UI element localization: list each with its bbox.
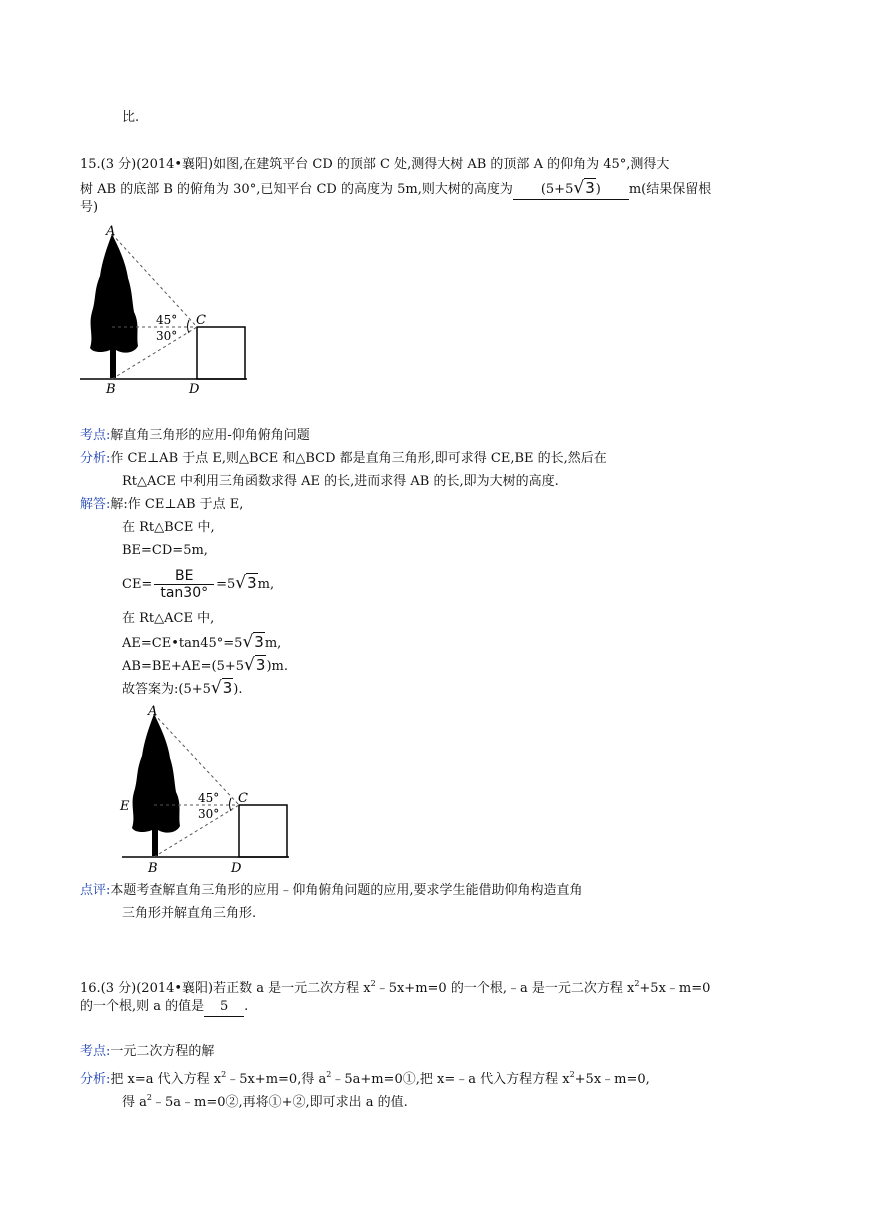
continuation-text: 比. bbox=[122, 110, 140, 125]
superscript: 2 bbox=[370, 979, 376, 988]
label-d: D bbox=[189, 382, 200, 397]
q15-line2 bbox=[80, 179, 711, 200]
fenxi2-b: ﹣5a﹣m=0②,再将①+②,即可求出 a 的值. bbox=[151, 1095, 408, 1110]
ce-denominator: tan30° bbox=[160, 585, 209, 601]
tree-silhouette bbox=[90, 234, 138, 378]
q16-line2 bbox=[80, 998, 248, 1017]
label-a: A bbox=[106, 224, 116, 239]
q16-line1-c: +5x﹣m=0 bbox=[639, 981, 711, 996]
fenxi1-d: +5x﹣m=0, bbox=[574, 1072, 650, 1087]
q16-kaodian bbox=[80, 1043, 214, 1061]
q15-answer-post: ) bbox=[595, 182, 601, 197]
ab-formula bbox=[122, 656, 288, 676]
angle-45-label: 45° bbox=[198, 791, 220, 805]
q16-answer-blank: 5 bbox=[204, 998, 244, 1017]
final-suffix: ). bbox=[233, 682, 243, 697]
q16-line2-a: 的一个根,则 a 的值是 bbox=[80, 999, 205, 1014]
ce-formula bbox=[122, 566, 274, 602]
figure-tree-platform-solution bbox=[114, 700, 304, 882]
label-c: C bbox=[238, 791, 248, 806]
q15-fenxi bbox=[80, 450, 607, 468]
sqrt-symbol: √3 bbox=[244, 655, 266, 675]
kaodian-tag: 考点: bbox=[80, 1044, 111, 1059]
q16-line1 bbox=[80, 975, 710, 998]
fenxi-tag: 分析: bbox=[80, 451, 111, 466]
q16-line1-a: 16.(3 分)(2014•襄阳)若正数 a 是一元二次方程 x bbox=[80, 981, 371, 996]
angle-arc bbox=[188, 320, 190, 333]
ce-prefix: CE= bbox=[122, 577, 153, 592]
fenxi2-a: 得 a bbox=[122, 1095, 147, 1110]
label-e: E bbox=[120, 799, 130, 814]
sqrt-symbol: √3 bbox=[242, 632, 264, 652]
fenxi1-b: ﹣5x+m=0,得 a bbox=[226, 1072, 327, 1087]
ae-radicand: 3 bbox=[254, 633, 264, 651]
q15-answer-pre: (5+5 bbox=[540, 182, 574, 197]
superscript: 2 bbox=[146, 1093, 152, 1102]
jieda-line3: BE=CD=5m, bbox=[122, 543, 208, 558]
ae-prefix: AE=CE•tan45°=5 bbox=[122, 636, 243, 651]
dianping-line2: 三角形并解直角三角形. bbox=[122, 906, 257, 921]
dianping-line1: 本题考查解直角三角形的应用﹣仰角俯角问题的应用,要求学生能借助仰角构造直角 bbox=[110, 883, 583, 898]
kaodian-text: 一元二次方程的解 bbox=[110, 1044, 215, 1059]
q15-line3: 号) bbox=[80, 200, 99, 215]
superscript: 2 bbox=[569, 1070, 575, 1079]
dianping-tag: 点评: bbox=[80, 883, 111, 898]
label-d: D bbox=[231, 861, 242, 876]
figure-tree-platform bbox=[72, 220, 262, 400]
q16-line1-b: ﹣5x+m=0 的一个根,﹣a 是一元二次方程 x bbox=[375, 981, 635, 996]
label-c: C bbox=[196, 313, 206, 328]
superscript: 2 bbox=[634, 979, 640, 988]
q15-jieda bbox=[80, 496, 243, 514]
jieda-line1: 解:作 CE⊥AB 于点 E, bbox=[110, 497, 244, 512]
fenxi1-c: ﹣5a+m=0①,把 x=﹣a 代入方程方程 x bbox=[331, 1072, 570, 1087]
jieda-line5: 在 Rt△ACE 中, bbox=[122, 611, 215, 626]
sqrt-symbol: √3 bbox=[210, 678, 233, 698]
angle-30-label: 30° bbox=[198, 807, 220, 821]
superscript: 2 bbox=[221, 1070, 227, 1079]
q15-line1: 15.(3 分)(2014•襄阳)如图,在建筑平台 CD 的顶部 C 处,测得大树 AB 的顶部 A 的仰角为 45°,测得大 bbox=[80, 157, 670, 172]
ce-fraction bbox=[154, 568, 214, 601]
angle-30-label: 30° bbox=[156, 329, 178, 343]
fenxi-line1: 作 CE⊥AB 于点 E,则△BCE 和△BCD 都是直角三角形,即可求得 CE,BE 的长,然后在 bbox=[110, 451, 607, 466]
q15-line2-text: 树 AB 的底部 B 的俯角为 30°,已知平台 CD 的高度为 5m,则大树的高度为 bbox=[80, 182, 513, 197]
ab-radicand: 3 bbox=[255, 656, 266, 674]
q16-fenxi-line2 bbox=[122, 1089, 408, 1112]
final-radicand: 3 bbox=[222, 679, 233, 697]
q15-dianping bbox=[80, 882, 583, 900]
final-prefix: 故答案为:(5+5 bbox=[122, 682, 211, 697]
superscript: 2 bbox=[326, 1070, 332, 1079]
tree-silhouette bbox=[132, 714, 180, 856]
label-b: B bbox=[148, 861, 158, 876]
sqrt-symbol: √3 bbox=[235, 573, 257, 593]
fenxi-line2: Rt△ACE 中利用三角函数求得 AE 的长,进而求得 AB 的长,即为大树的高度. bbox=[122, 474, 559, 489]
q15-answer-blank bbox=[513, 179, 629, 200]
kaodian-text: 解直角三角形的应用-仰角俯角问题 bbox=[110, 428, 310, 443]
jieda-line2: 在 Rt△BCE 中, bbox=[122, 520, 215, 535]
q16-line2-b: . bbox=[244, 999, 249, 1014]
angle-45-label: 45° bbox=[156, 313, 178, 327]
ae-formula bbox=[122, 633, 281, 653]
platform-cd bbox=[239, 805, 287, 857]
label-a: A bbox=[148, 704, 158, 719]
ab-prefix: AB=BE+AE=(5+5 bbox=[122, 659, 245, 674]
q15-answer-radicand: 3 bbox=[585, 179, 595, 197]
ae-suffix: m, bbox=[264, 636, 282, 651]
jieda-tag: 解答: bbox=[80, 497, 111, 512]
fenxi-tag: 分析: bbox=[80, 1072, 111, 1087]
ce-suffix: m, bbox=[257, 577, 275, 592]
final-answer bbox=[122, 679, 243, 699]
q15-kaodian bbox=[80, 427, 310, 445]
ab-suffix: )m. bbox=[266, 659, 288, 674]
kaodian-tag: 考点: bbox=[80, 428, 111, 443]
ce-numerator: BE bbox=[154, 568, 214, 585]
q15-line2-end: m(结果保留根 bbox=[628, 182, 712, 197]
ce-eq: =5 bbox=[216, 577, 236, 592]
fenxi1-a: 把 x=a 代入方程 x bbox=[110, 1072, 222, 1087]
label-b: B bbox=[106, 382, 116, 397]
angle-arc bbox=[230, 798, 232, 811]
sqrt-symbol: √3 bbox=[573, 178, 595, 198]
platform-cd bbox=[197, 327, 245, 379]
ce-radicand: 3 bbox=[247, 574, 257, 592]
q16-fenxi bbox=[80, 1066, 650, 1089]
